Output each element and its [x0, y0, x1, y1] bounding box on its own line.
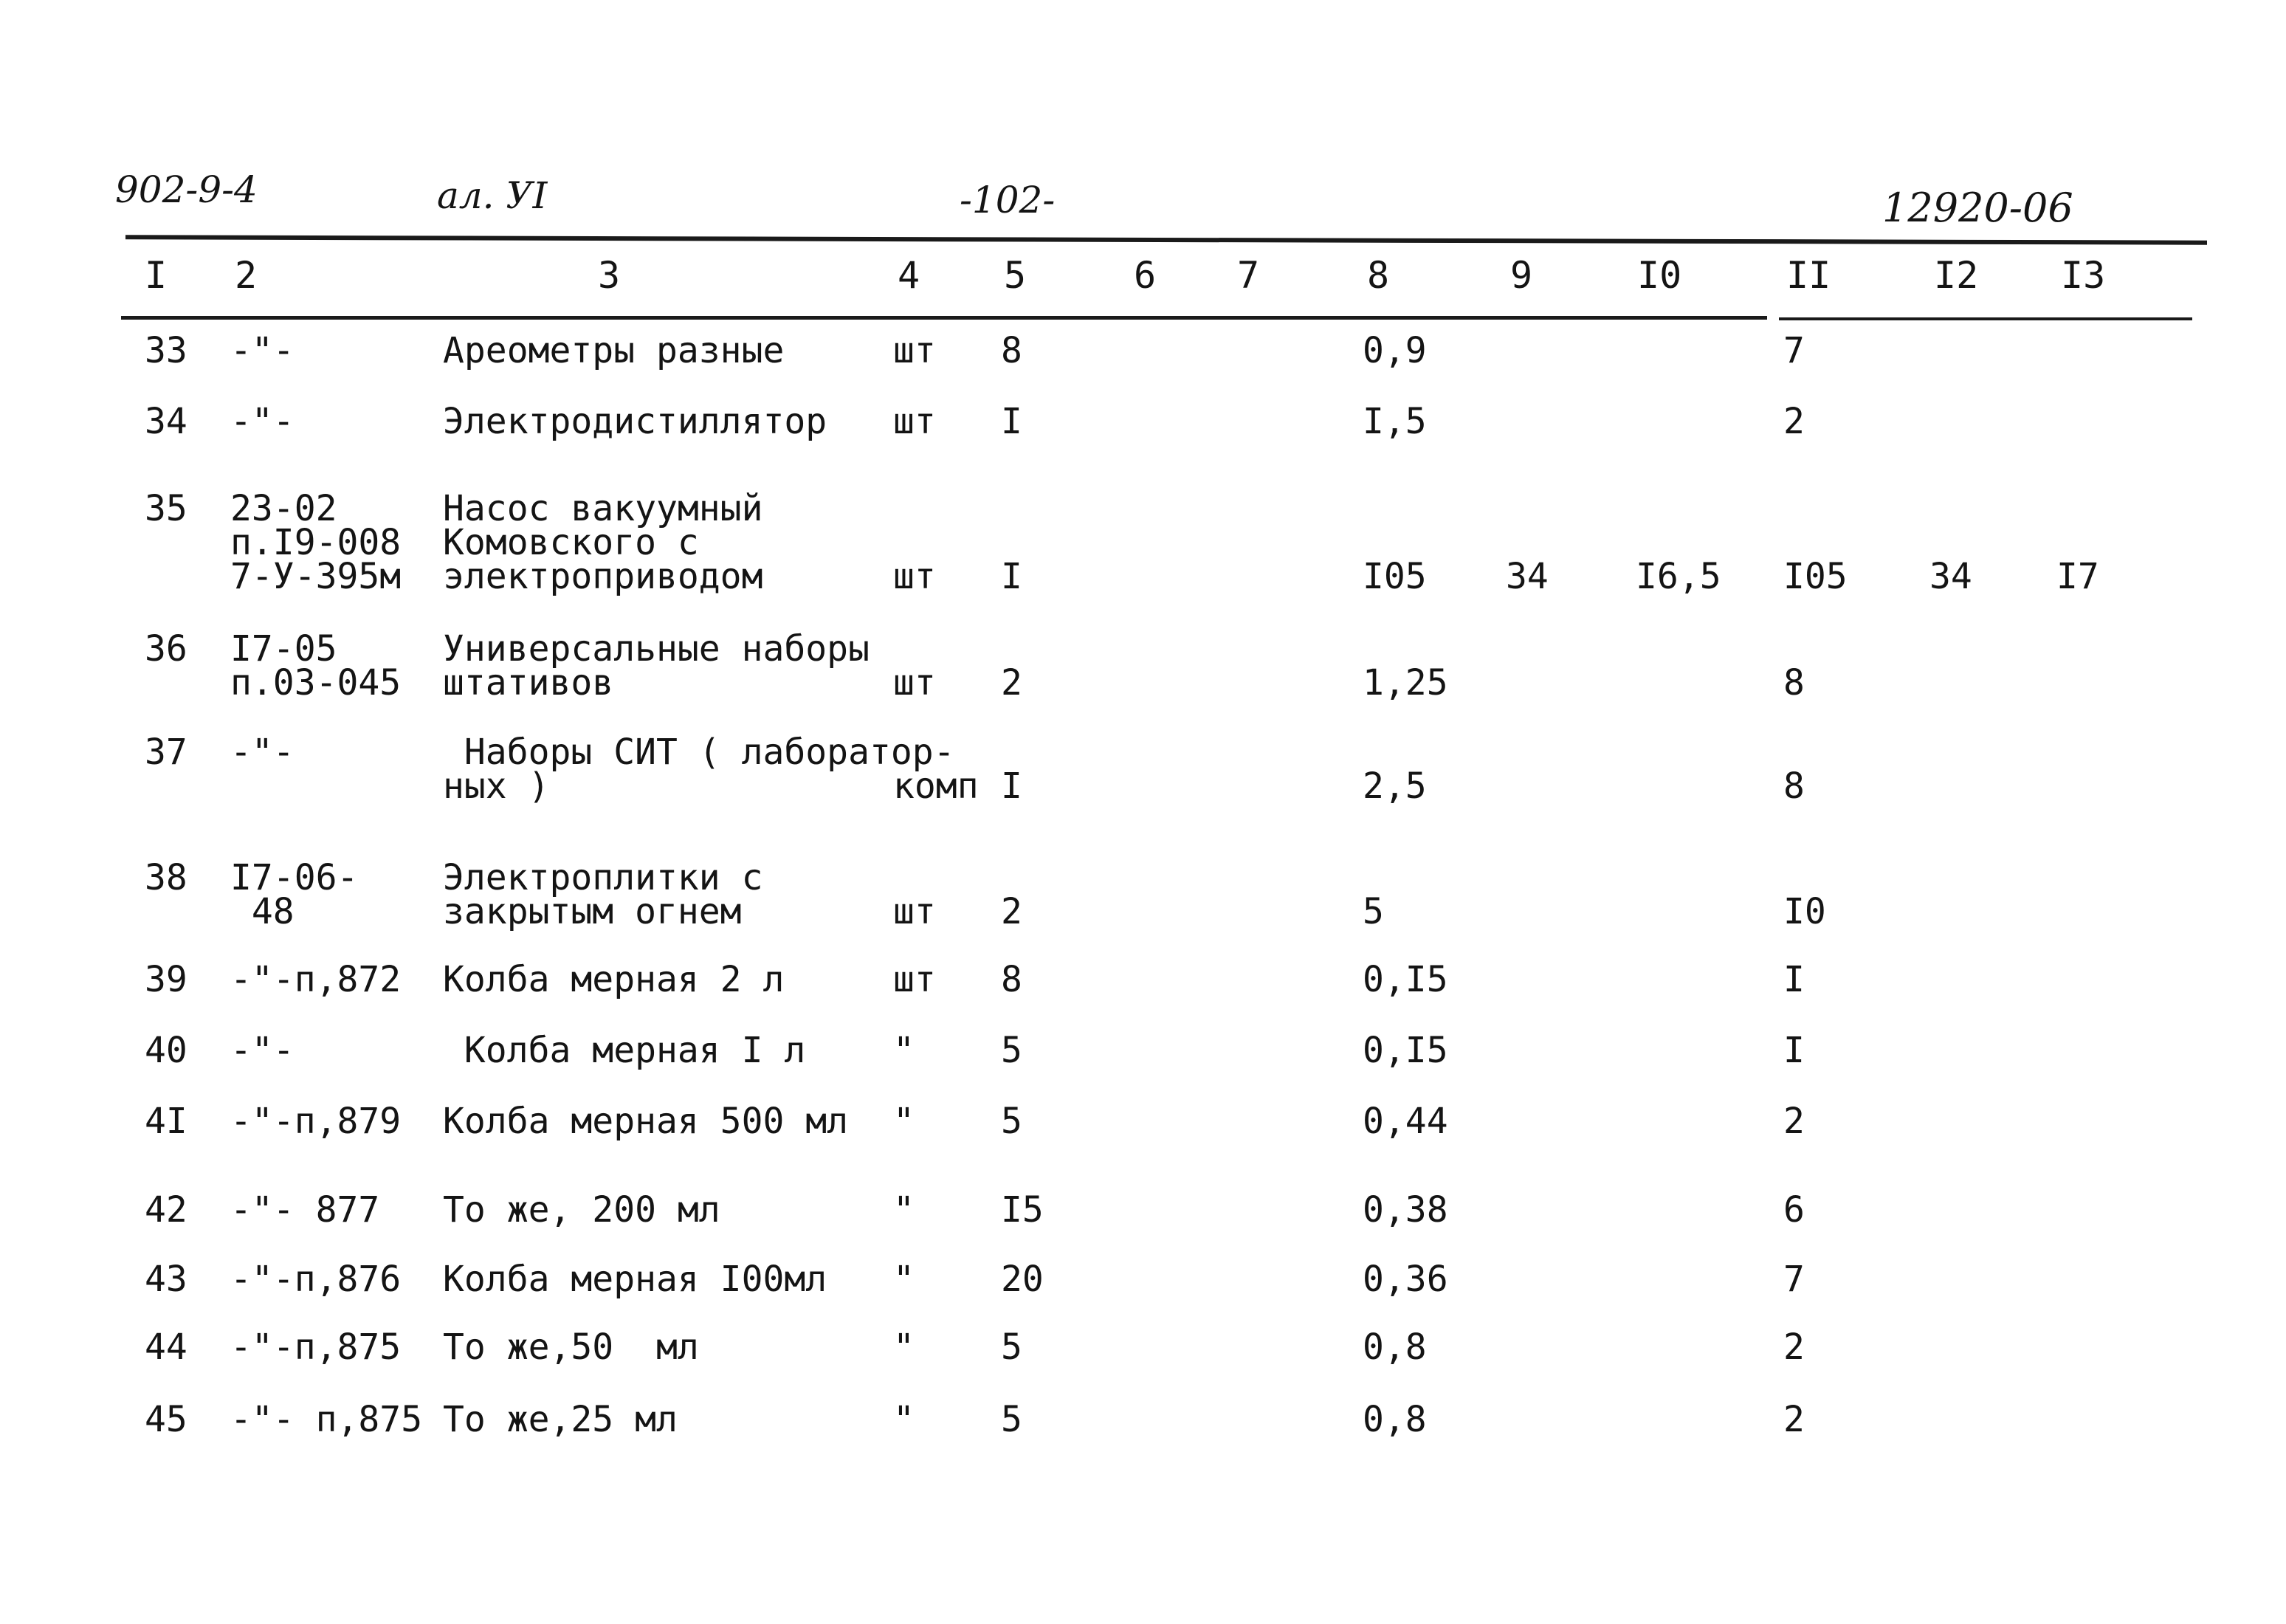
item-name: Колба мерная I00мл	[443, 1259, 827, 1300]
row-number: 36	[145, 628, 187, 670]
column-header-7: 7	[1237, 254, 1260, 297]
price-code: -"-п,879	[230, 1101, 402, 1142]
column-header-12: I2	[1934, 254, 1979, 297]
col-8-value: 0,8	[1363, 1327, 1427, 1368]
row-number: 40	[145, 1030, 187, 1071]
price-code: -"-п,872	[230, 959, 402, 1000]
row-number: 45	[145, 1399, 187, 1440]
unit: "	[893, 1030, 915, 1071]
header-bottom-rule-right	[1779, 317, 2192, 320]
unit: шт	[893, 959, 936, 1000]
price-code: -"- п,875	[230, 1399, 423, 1440]
col-11-value: 2	[1783, 1327, 1805, 1368]
col-11-value: I	[1783, 959, 1805, 1000]
col-11-value: 2	[1783, 401, 1805, 442]
col-8-value: 0,44	[1363, 1101, 1448, 1142]
column-header-5: 5	[1004, 254, 1027, 297]
col-8-value: 5	[1363, 891, 1384, 932]
quantity: 20	[1001, 1259, 1044, 1300]
col-8-value: 2,5	[1363, 765, 1427, 807]
col-8-value: 0,9	[1363, 330, 1427, 371]
unit: "	[893, 1189, 915, 1231]
price-code: I7-05 п.03-045	[230, 628, 402, 703]
row-number: 38	[145, 857, 187, 898]
col-11-value: 8	[1783, 765, 1805, 807]
col-9-value: 34	[1506, 556, 1549, 597]
col-8-value: 0,I5	[1363, 1030, 1448, 1071]
col-10-value: I6,5	[1636, 556, 1721, 597]
col-13-value: I7	[2056, 556, 2099, 597]
row-number: 35	[145, 488, 187, 529]
column-header-8: 8	[1367, 254, 1390, 297]
item-name: То же,25 мл	[443, 1399, 678, 1440]
row-number: 43	[145, 1259, 187, 1300]
item-name: Универсальные наборы штативов	[443, 628, 870, 703]
archive-number: 12920-06	[1882, 185, 2073, 231]
unit: комп	[893, 765, 979, 807]
column-header-1: I	[145, 254, 168, 297]
row-number: 44	[145, 1327, 187, 1368]
col-11-value: I	[1783, 1030, 1805, 1071]
row-number: 34	[145, 401, 187, 442]
document-code: 902-9-4	[115, 168, 258, 211]
column-header-4: 4	[898, 254, 920, 297]
column-header-9: 9	[1510, 254, 1533, 297]
col-8-value: I,5	[1363, 401, 1427, 442]
column-header-13: I3	[2061, 254, 2106, 297]
item-name: То же,50 мл	[443, 1327, 699, 1368]
item-name: Наборы СИТ ( лаборатор- ных )	[443, 732, 955, 807]
header-bottom-rule	[121, 316, 1767, 320]
unit: шт	[893, 401, 936, 442]
price-code: -"-п,875	[230, 1327, 402, 1368]
col-11-value: I05	[1783, 556, 1848, 597]
unit: шт	[893, 330, 936, 371]
unit: "	[893, 1259, 915, 1300]
item-name: Электроплитки с закрытым огнем	[443, 857, 763, 932]
col-8-value: 0,I5	[1363, 959, 1448, 1000]
item-name: Ареометры разные	[443, 330, 785, 371]
page-number: -102-	[960, 179, 1056, 221]
unit: "	[893, 1101, 915, 1142]
quantity: 5	[1001, 1399, 1022, 1440]
row-number: 33	[145, 330, 187, 371]
price-code: -"-п,876	[230, 1259, 402, 1300]
unit: "	[893, 1399, 915, 1440]
col-8-value: 0,8	[1363, 1399, 1427, 1440]
col-11-value: 2	[1783, 1101, 1805, 1142]
quantity: I	[1001, 401, 1022, 442]
price-code: -"-	[230, 401, 295, 442]
item-name: Электродистиллятор	[443, 401, 827, 442]
unit: шт	[893, 556, 936, 597]
col-8-value: 0,38	[1363, 1189, 1448, 1231]
col-8-value: I05	[1363, 556, 1427, 597]
quantity: I5	[1001, 1189, 1044, 1231]
unit: шт	[893, 891, 936, 932]
price-code: -"-	[230, 1030, 295, 1071]
col-8-value: 1,25	[1363, 662, 1448, 703]
col-11-value: I0	[1783, 891, 1826, 932]
row-number: 42	[145, 1189, 187, 1231]
col-11-value: 8	[1783, 662, 1805, 703]
column-header-2: 2	[235, 254, 258, 297]
col-8-value: 0,36	[1363, 1259, 1448, 1300]
row-number: 39	[145, 959, 187, 1000]
header-top-rule	[125, 235, 2207, 244]
quantity: 2	[1001, 891, 1022, 932]
album-number: ал. УI	[437, 174, 548, 217]
quantity: I	[1001, 556, 1022, 597]
quantity: 5	[1001, 1327, 1022, 1368]
row-number: 4I	[145, 1101, 187, 1142]
column-header-3: 3	[598, 254, 621, 297]
price-code: I7-06- 48	[230, 857, 359, 932]
col-11-value: 7	[1783, 330, 1805, 371]
col-11-value: 2	[1783, 1399, 1805, 1440]
column-header-10: I0	[1637, 254, 1682, 297]
quantity: I	[1001, 765, 1022, 807]
column-header-6: 6	[1134, 254, 1157, 297]
item-name: Насос вакуумный Комовского с электроприводом	[443, 488, 763, 597]
col-11-value: 7	[1783, 1259, 1805, 1300]
price-code: 23-02 п.I9-008 7-У-395м	[230, 488, 402, 597]
item-name: То же, 200 мл	[443, 1189, 720, 1231]
unit: шт	[893, 662, 936, 703]
unit: "	[893, 1327, 915, 1368]
col-12-value: 34	[1929, 556, 1972, 597]
item-name: Колба мерная 2 л	[443, 959, 785, 1000]
quantity: 5	[1001, 1101, 1022, 1142]
item-name: Колба мерная 500 мл	[443, 1101, 849, 1142]
price-code: -"- 877	[230, 1189, 380, 1231]
col-11-value: 6	[1783, 1189, 1805, 1231]
quantity: 5	[1001, 1030, 1022, 1071]
quantity: 8	[1001, 959, 1022, 1000]
quantity: 2	[1001, 662, 1022, 703]
row-number: 37	[145, 732, 187, 773]
price-code: -"-	[230, 732, 295, 773]
column-header-11: II	[1786, 254, 1831, 297]
item-name: Колба мерная I л	[443, 1030, 806, 1071]
quantity: 8	[1001, 330, 1022, 371]
price-code: -"-	[230, 330, 295, 371]
